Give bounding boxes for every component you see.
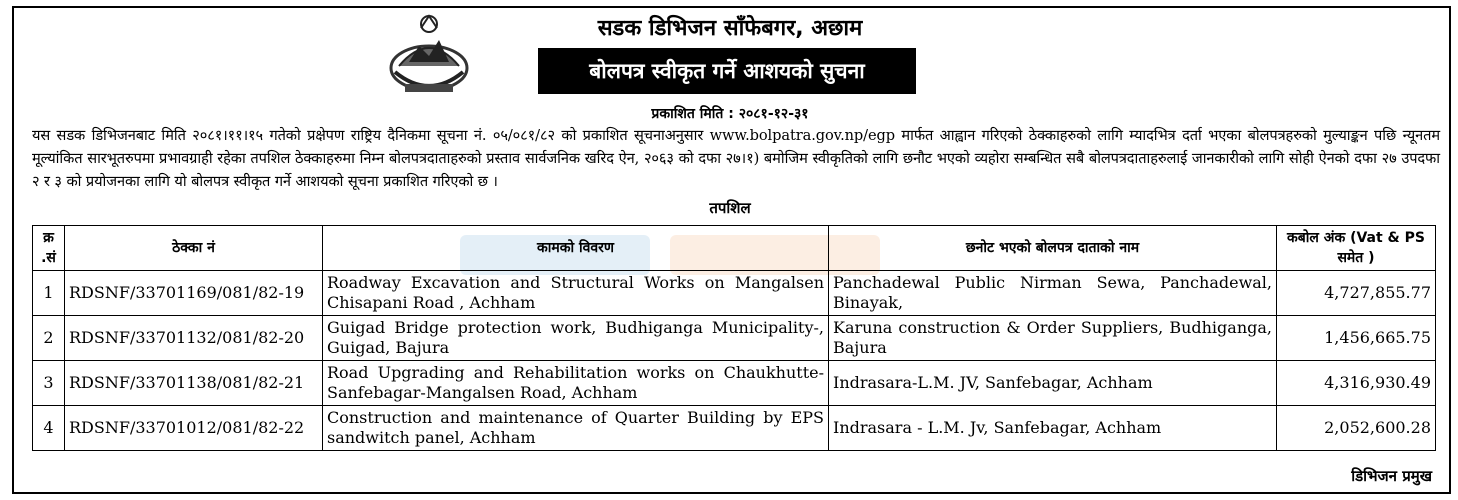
cell-sn: 2: [33, 316, 65, 361]
notice-title-banner: बोलपत्र स्वीकृत गर्ने आशयको सुचना: [538, 48, 916, 94]
cell-sn: 3: [33, 361, 65, 406]
cell-contract-no: RDSNF/33701012/081/82-22: [65, 406, 323, 451]
signatory-label: डिभिजन प्रमुख: [1351, 467, 1432, 485]
cell-bidder: Indrasara - L.M. Jv, Sanfebagar, Achham: [829, 406, 1277, 451]
cell-amount: 2,052,600.28: [1277, 406, 1436, 451]
cell-contract-no: RDSNF/33701138/081/82-21: [65, 361, 323, 406]
cell-description: Road Upgrading and Rehabilitation works on Chaukhutte-Sanfebagar-Mangalsen Road, Achham: [323, 361, 829, 406]
header-description: कामको विवरण: [323, 226, 829, 271]
published-date: प्रकाशित मिति : २०८१-१२-३१: [651, 106, 809, 122]
table-row: [33, 361, 1436, 406]
schedule-label: तपशिल: [709, 199, 751, 217]
header-amount: कबोल अंक (Vat & PS समेत ): [1277, 226, 1436, 271]
table-row: [33, 271, 1436, 316]
cell-sn: 1: [33, 271, 65, 316]
header-bidder: छनोट भएको बोलपत्र दाताको नाम: [829, 226, 1277, 271]
header-contract-no: ठेक्का नं: [65, 226, 323, 271]
notice-paragraph: यस सडक डिभिजनबाट मिति २०८१।११।१५ गतेको प्रक्षेपण राष्ट्रिय दैनिकमा सूचना नं. ०५/०८१/८२ को प्रकाशित सूचनाअनुसार www.bolpatra.gov.np/egp मार्फत आह्वान गरिएको ठेक्काहरुको लागि म्यादभित्र दर्ता भएका बोलपत्रहरुको मुल्याङ्कन पछि न्यूनतम मूल्यांकित सारभूतरुपमा प्रभावग्राही रहेका तपशिल ठेक्काहरुमा निम्न बोलपत्रदाताहरुको प्रस्ताव सार्वजनिक खरिद ऐन, २०६३ को दफा २७।१) बमोजिम स्वीकृतिको लागि छनौट भएको व्यहोरा सम्बन्धित सबै बोलपत्रदाताहरुलाई जानकारीको लागि सोही ऐनको दफा २७ उपदफा २ र ३ को प्रयोजनका लागि यो बोलपत्र स्वीकृत गर्ने आशयको सूचना प्रकाशित गरिएको छ ।: [32, 127, 1440, 190]
office-title: सडक डिभिजन साँफेबगर, अछाम: [597, 16, 863, 41]
cell-contract-no: RDSNF/33701169/081/82-19: [65, 271, 323, 316]
cell-amount: 4,727,855.77: [1277, 271, 1436, 316]
table-row: [33, 406, 1436, 451]
cell-amount: 1,456,665.75: [1277, 316, 1436, 361]
cell-description: Guigad Bridge protection work, Budhiganga Municipality-, Guigad, Bajura: [323, 316, 829, 361]
nepal-emblem-icon: [385, 10, 473, 102]
table-row: [33, 316, 1436, 361]
table-header-row: [33, 226, 1436, 271]
cell-sn: 4: [33, 406, 65, 451]
cell-description: Roadway Excavation and Structural Works on Mangalsen Chisapani Road , Achham: [323, 271, 829, 316]
cell-bidder: Panchadewal Public Nirman Sewa, Panchadewal, Binayak,: [829, 271, 1277, 316]
cell-bidder: Indrasara-L.M. JV, Sanfebagar, Achham: [829, 361, 1277, 406]
cell-contract-no: RDSNF/33701132/081/82-20: [65, 316, 323, 361]
cell-description: Construction and maintenance of Quarter Building by EPS sandwitch panel, Achham: [323, 406, 829, 451]
cell-amount: 4,316,930.49: [1277, 361, 1436, 406]
award-table: [32, 225, 1436, 451]
cell-bidder: Karuna construction & Order Suppliers, Budhiganga, Bajura: [829, 316, 1277, 361]
header-sn: क्र .सं: [33, 226, 65, 271]
